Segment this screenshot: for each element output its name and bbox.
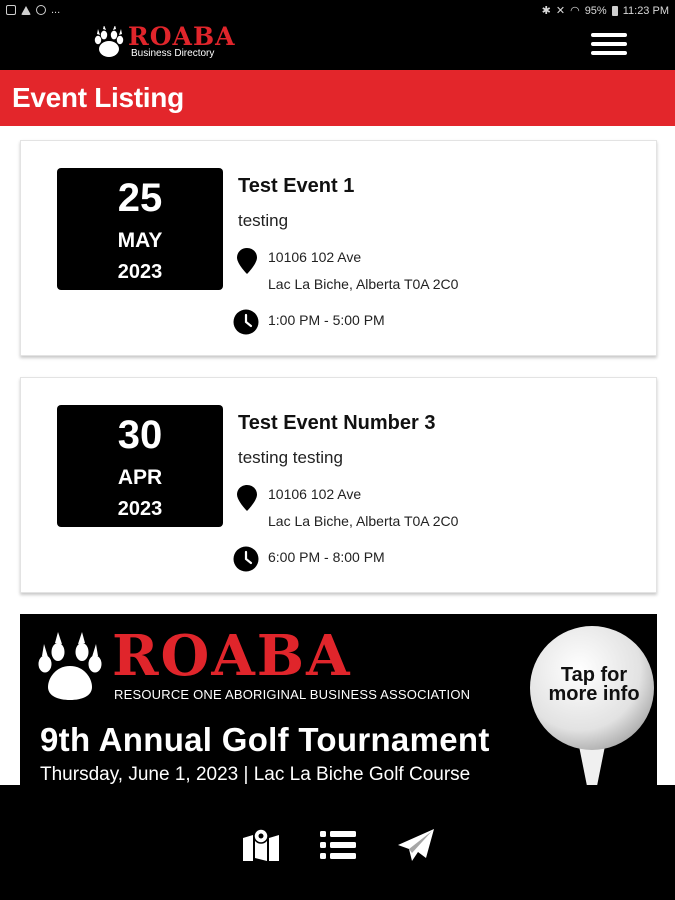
paw-logo-icon <box>92 26 126 60</box>
banner-association: RESOURCE ONE ABORIGINAL BUSINESS ASSOCIATION <box>114 687 471 702</box>
list-icon[interactable] <box>316 825 360 865</box>
sync-icon <box>36 5 46 15</box>
status-more: ... <box>51 4 61 16</box>
status-left <box>6 4 60 16</box>
paw-logo-icon <box>36 632 104 704</box>
event-address-line2: Lac La Biche, Alberta T0A 2C0 <box>268 513 459 529</box>
logo-text <box>128 24 235 59</box>
event-day: 25 <box>117 176 163 220</box>
event-day: 30 <box>117 413 163 457</box>
clock-icon <box>233 309 259 335</box>
event-address-line1: 10106 102 Ave <box>268 486 362 502</box>
golf-tournament-banner[interactable] <box>20 614 657 785</box>
event-date-box <box>57 405 223 527</box>
event-title: Test Event 1 <box>238 175 355 197</box>
event-year: 2023 <box>117 261 163 283</box>
event-description: testing testing <box>238 448 343 467</box>
tap-for-info[interactable] <box>533 666 655 704</box>
hamburger-menu-icon[interactable] <box>588 28 630 62</box>
event-card[interactable] <box>20 140 657 356</box>
banner-headline: 9th Annual Golf Tournament <box>40 721 490 758</box>
event-year: 2023 <box>117 498 163 520</box>
tap-text-line2: more info <box>548 683 640 705</box>
battery-icon <box>612 6 618 16</box>
bottom-navigation <box>0 785 675 900</box>
event-title: Test Event Number 3 <box>238 412 436 434</box>
logo-name: ROABA <box>128 22 236 51</box>
event-time: 1:00 PM - 5:00 PM <box>268 312 385 328</box>
event-month: MAY <box>117 229 163 252</box>
battery-level: 95% <box>584 4 607 17</box>
mute-icon: ✕ <box>555 5 566 17</box>
event-date-box <box>57 168 223 290</box>
status-right <box>542 4 669 17</box>
app-logo[interactable] <box>92 24 235 64</box>
clock-icon <box>233 546 259 572</box>
event-list[interactable] <box>0 126 675 785</box>
send-icon[interactable] <box>394 825 438 865</box>
alert-icon <box>21 6 31 15</box>
event-month: APR <box>117 466 163 489</box>
bluetooth-icon: ✱ <box>541 5 551 17</box>
event-description: testing <box>238 211 289 230</box>
page-title: Event Listing <box>12 82 184 113</box>
status-time: 11:23 PM <box>622 4 669 17</box>
banner-brand-name: ROABA <box>112 623 352 689</box>
event-card[interactable] <box>20 377 657 593</box>
logo-subtitle: Business Directory <box>131 48 215 59</box>
location-pin-icon <box>236 247 258 275</box>
map-icon[interactable] <box>239 825 283 865</box>
status-bar <box>0 0 675 22</box>
app-header <box>0 22 675 70</box>
event-address-line2: Lac La Biche, Alberta T0A 2C0 <box>268 276 459 292</box>
wifi-icon: ◠ <box>570 5 580 17</box>
banner-subline: Thursday, June 1, 2023 | Lac La Biche Golf Course <box>40 764 471 785</box>
golf-ball-icon <box>529 626 655 785</box>
title-bar <box>0 70 675 126</box>
event-time: 6:00 PM - 8:00 PM <box>268 549 385 565</box>
event-address-line1: 10106 102 Ave <box>268 249 362 265</box>
location-pin-icon <box>236 484 258 512</box>
image-icon <box>6 5 16 15</box>
tap-text-line1: Tap for <box>560 664 628 686</box>
